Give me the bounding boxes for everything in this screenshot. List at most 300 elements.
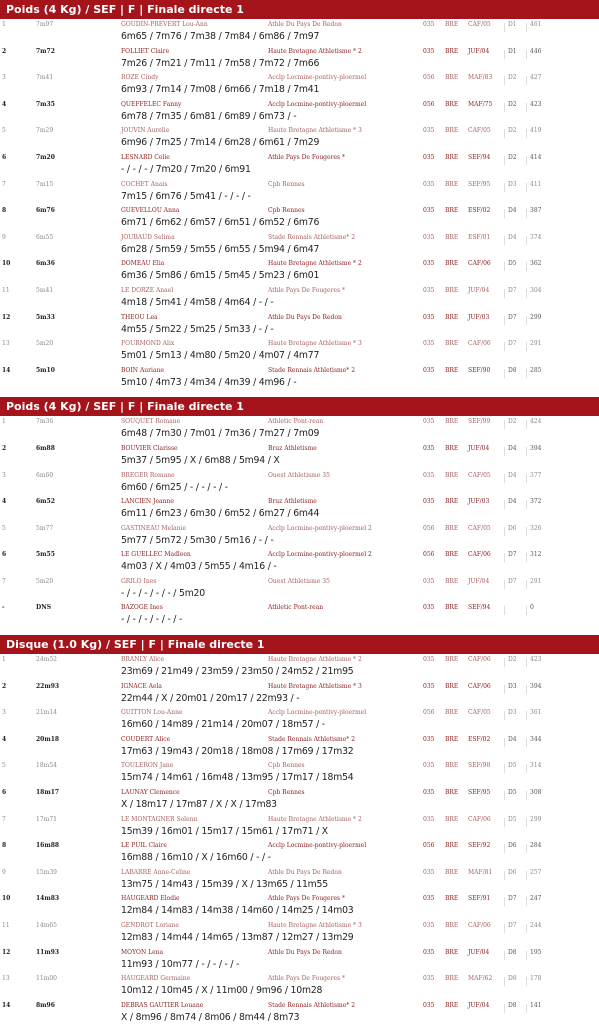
column-divider	[526, 791, 527, 800]
column-divider	[526, 316, 527, 325]
result-row	[0, 152, 599, 179]
cell-name: IGNACE Aela	[121, 682, 163, 690]
cell-club: Stade Rennais Athletisme* 2	[268, 735, 356, 743]
cell-club: Cpb Rennes	[268, 762, 305, 770]
cell-niv: D4	[508, 498, 517, 506]
cell-dept: 035	[423, 1001, 435, 1009]
cell-pts: 308	[530, 789, 542, 797]
column-divider	[504, 871, 505, 880]
cell-pts: 291	[530, 340, 542, 348]
cell-name: COUDERT Alice	[121, 735, 171, 743]
cell-perf: 6m76	[36, 207, 55, 215]
cell-name: LE PUIL Claire	[121, 842, 167, 850]
cell-perf: 20m18	[36, 735, 60, 743]
cell-niv: D3	[508, 682, 517, 690]
cell-cat: CAF/06	[468, 260, 491, 268]
column-divider	[526, 262, 527, 271]
cell-dept: 056	[423, 100, 435, 108]
cell-place: 3	[2, 74, 6, 82]
cell-club: Acclp Locmine-pontivy-ploermel	[268, 709, 367, 717]
cell-perf: 7m15	[36, 180, 54, 188]
cell-reg: BRE	[445, 922, 459, 929]
column-divider	[526, 924, 527, 933]
cell-reg: BRE	[445, 709, 459, 717]
result-info-line	[0, 21, 599, 30]
cell-club: Acclp Locmine-pontivy-ploermel	[268, 100, 367, 108]
cell-reg: BRE	[445, 366, 459, 374]
result-info-line	[0, 48, 599, 57]
cell-pts: 314	[530, 762, 542, 770]
attempts-series: 6m96 / 7m25 / 7m14 / 6m28 / 6m61 / 7m29	[121, 137, 320, 149]
cell-cat: SEF/92	[468, 842, 491, 850]
column-divider	[526, 844, 527, 853]
cell-place: 8	[2, 842, 7, 850]
cell-place: 9	[2, 868, 6, 876]
column-divider	[526, 156, 527, 165]
attempts-series: - / - / - / - / - / -	[121, 614, 183, 626]
cell-place: 7	[2, 180, 6, 188]
cell-place: 7	[2, 577, 6, 585]
result-row	[0, 707, 599, 734]
column-divider	[504, 500, 505, 509]
attempts-series: 4m03 / X / 4m03 / 5m55 / 4m16 / -	[121, 561, 277, 573]
cell-name: LE GUELLEC Madleen	[121, 551, 191, 559]
cell-place: 14	[2, 1001, 11, 1009]
attempts-series: 4m55 / 5m22 / 5m25 / 5m33 / - / -	[121, 323, 274, 335]
cell-niv: D2	[508, 418, 517, 426]
cell-name: LANCIEN Jeanne	[121, 498, 174, 506]
cell-niv: D4	[508, 735, 517, 743]
column-divider	[526, 500, 527, 509]
cell-reg: BRE	[445, 604, 459, 612]
cell-perf: 5m55	[36, 551, 55, 559]
result-row	[0, 602, 599, 629]
cell-cat: CAF/05	[468, 524, 491, 532]
column-divider	[504, 129, 505, 138]
result-info-line	[0, 1002, 599, 1011]
result-info-line	[0, 127, 599, 136]
cell-pts: 394	[530, 682, 542, 690]
cell-perf: 5m33	[36, 313, 55, 321]
cell-cat: MAF/75	[468, 100, 493, 108]
column-divider	[504, 156, 505, 165]
result-row	[0, 840, 599, 867]
cell-name: HAUGEARD Germaine	[121, 975, 191, 983]
cell-cat: JUF/04	[468, 47, 490, 55]
cell-niv: D2	[508, 74, 517, 82]
column-divider	[504, 236, 505, 245]
cell-name: DOMEAU Elia	[121, 260, 165, 268]
attempts-series: 12m84 / 14m83 / 14m38 / 14m60 / 14m25 / 14m03	[121, 905, 354, 917]
column-divider	[504, 474, 505, 483]
cell-pts: 414	[530, 153, 542, 161]
column-divider	[526, 76, 527, 85]
cell-pts: 461	[530, 21, 542, 28]
cell-club: Stade Rennais Athletisme* 2	[268, 1001, 356, 1009]
cell-perf: 5m41	[36, 286, 54, 294]
result-row	[0, 72, 599, 99]
cell-place: 3	[2, 471, 6, 479]
cell-niv: D4	[508, 233, 517, 241]
cell-cat: JUF/03	[468, 498, 490, 506]
cell-dept: 035	[423, 656, 435, 664]
cell-pts: 446	[530, 47, 542, 55]
cell-place: 1	[2, 21, 6, 28]
cell-cat: SEF/98	[468, 762, 491, 770]
cell-pts: 344	[530, 735, 542, 743]
result-row	[0, 46, 599, 73]
cell-dept: 035	[423, 471, 435, 479]
cell-reg: BRE	[445, 286, 459, 294]
cell-name: JOUBAUD Selima	[121, 233, 175, 241]
cell-club: Stade Rennais Athletisme* 2	[268, 233, 356, 241]
result-row	[0, 443, 599, 470]
cell-perf: 6m55	[36, 233, 54, 241]
cell-reg: BRE	[445, 789, 459, 797]
cell-name: BOUVIER Clarisse	[121, 444, 178, 452]
cell-pts: 312	[530, 551, 542, 559]
cell-cat: CAF/06	[468, 922, 491, 929]
column-divider	[504, 977, 505, 986]
result-row	[0, 920, 599, 947]
attempts-series: - / - / - / 7m20 / 7m20 / 6m91	[121, 163, 251, 175]
cell-reg: BRE	[445, 551, 459, 559]
column-divider	[504, 924, 505, 933]
cell-reg: BRE	[445, 948, 459, 956]
column-divider	[504, 951, 505, 960]
cell-reg: BRE	[445, 975, 459, 983]
cell-pts: 299	[530, 313, 542, 321]
column-divider	[526, 658, 527, 667]
cell-club: Athle Pays De Fougeres *	[268, 286, 345, 294]
cell-place: 4	[2, 100, 7, 108]
cell-club: Haute Bretagne Athletisme * 2	[268, 47, 362, 55]
cell-pts: 141	[530, 1001, 542, 1009]
cell-reg: BRE	[445, 895, 459, 903]
result-info-line	[0, 683, 599, 692]
column-divider	[504, 23, 505, 32]
cell-dept: 035	[423, 498, 435, 506]
attempts-series: - / - / - / - / - / 5m20	[121, 587, 205, 599]
cell-reg: BRE	[445, 418, 459, 426]
cell-reg: BRE	[445, 74, 459, 82]
cell-reg: BRE	[445, 815, 459, 823]
cell-reg: BRE	[445, 153, 459, 161]
cell-club: Haute Bretagne Athletisme * 2	[268, 815, 362, 823]
cell-niv: D5	[508, 789, 517, 797]
cell-pts: 326	[530, 524, 542, 532]
column-divider	[526, 1004, 527, 1013]
cell-club: Acclp Locmine-pontivy-ploermel	[268, 74, 367, 82]
column-divider	[504, 738, 505, 747]
cell-cat: ESF/01	[468, 233, 491, 241]
cell-club: Ouest Athletisme 35	[268, 471, 330, 479]
cell-niv: D1	[508, 47, 517, 55]
cell-pts: 372	[530, 498, 542, 506]
result-row	[0, 814, 599, 841]
cell-reg: BRE	[445, 127, 459, 135]
cell-dept: 035	[423, 260, 435, 268]
cell-niv: D5	[508, 260, 517, 268]
attempts-series: 13m75 / 14m43 / 15m39 / X / 13m65 / 11m55	[121, 878, 328, 890]
cell-perf: 14m83	[36, 895, 60, 903]
cell-perf: 6m52	[36, 498, 55, 506]
cell-dept: 035	[423, 735, 435, 743]
cell-name: GENDROT Loriane	[121, 922, 179, 929]
cell-name: GASTINEAU Melanie	[121, 524, 187, 532]
cell-niv: D8	[508, 1001, 517, 1009]
cell-club: Cpb Rennes	[268, 207, 305, 215]
cell-name: TOULERON Jane	[121, 762, 174, 770]
cell-club: Athle Pays De Fougeres *	[268, 153, 345, 161]
cell-pts: 284	[530, 842, 542, 850]
cell-niv: D6	[508, 524, 517, 532]
cell-dept: 035	[423, 313, 435, 321]
section-header: Disque (1.0 Kg) / SEF | F | Finale directe 1	[0, 635, 599, 654]
result-row	[0, 19, 599, 46]
result-row	[0, 179, 599, 206]
result-row	[0, 258, 599, 285]
cell-perf: 7m20	[36, 153, 55, 161]
cell-place: 10	[2, 260, 11, 268]
cell-reg: BRE	[445, 47, 459, 55]
cell-cat: JUF/04	[468, 948, 490, 956]
cell-niv: D7	[508, 313, 517, 321]
result-info-line	[0, 154, 599, 163]
cell-cat: CAF/06	[468, 682, 491, 690]
attempts-series: X / 18m17 / 17m87 / X / X / 17m83	[121, 799, 277, 811]
result-info-line	[0, 445, 599, 454]
cell-club: Athletic Pont-rean	[268, 418, 324, 426]
result-info-line	[0, 762, 599, 771]
attempts-series: 17m63 / 19m43 / 20m18 / 18m08 / 17m69 / 17m32	[121, 745, 354, 757]
cell-dept: 056	[423, 524, 435, 532]
column-divider	[504, 183, 505, 192]
column-divider	[526, 209, 527, 218]
cell-pts: 423	[530, 100, 542, 108]
cell-name: BRANLY Alice	[121, 656, 165, 664]
cell-name: SOUQUET Romane	[121, 418, 181, 426]
cell-place: 5	[2, 127, 6, 135]
column-divider	[526, 103, 527, 112]
cell-reg: BRE	[445, 577, 459, 585]
attempts-series: 6m36 / 5m86 / 6m15 / 5m45 / 5m23 / 6m01	[121, 270, 320, 282]
cell-reg: BRE	[445, 656, 459, 664]
cell-dept: 035	[423, 153, 435, 161]
result-info-line	[0, 367, 599, 376]
column-divider	[504, 897, 505, 906]
cell-perf: 7m36	[36, 418, 54, 426]
result-row	[0, 338, 599, 365]
cell-club: Acclp Locmine-pontivy-ploermel	[268, 842, 367, 850]
result-info-line	[0, 789, 599, 798]
cell-cat: CAF/05	[468, 127, 491, 135]
attempts-series: 6m65 / 7m76 / 7m38 / 7m84 / 6m86 / 7m97	[121, 31, 320, 42]
cell-niv: D7	[508, 551, 517, 559]
cell-perf: 7m72	[36, 47, 55, 55]
column-divider	[526, 420, 527, 429]
cell-reg: BRE	[445, 498, 459, 506]
cell-cat: SEF/95	[468, 180, 491, 188]
column-divider	[526, 606, 527, 615]
result-info-line	[0, 869, 599, 878]
cell-dept: 056	[423, 842, 435, 850]
result-info-line	[0, 472, 599, 481]
column-divider	[526, 685, 527, 694]
cell-cat: ESF/02	[468, 735, 491, 743]
cell-reg: BRE	[445, 762, 459, 770]
cell-place: 12	[2, 948, 11, 956]
column-divider	[526, 183, 527, 192]
result-row	[0, 523, 599, 550]
cell-perf: 6m36	[36, 260, 55, 268]
cell-dept: 035	[423, 444, 435, 452]
cell-pts: 411	[530, 180, 542, 188]
column-divider	[504, 103, 505, 112]
column-divider	[526, 818, 527, 827]
cell-reg: BRE	[445, 735, 459, 743]
cell-name: LAUNAY Clemence	[121, 789, 180, 797]
cell-club: Bruz Athletisme	[268, 498, 317, 506]
result-info-line	[0, 207, 599, 216]
cell-place: 2	[2, 682, 7, 690]
attempts-series: 6m11 / 6m23 / 6m30 / 6m52 / 6m27 / 6m44	[121, 508, 320, 520]
column-divider	[526, 447, 527, 456]
cell-niv: D2	[508, 127, 517, 135]
cell-cat: CAF/06	[468, 815, 491, 823]
cell-club: Acclp Locmine-pontivy-ploermel 2	[268, 524, 372, 532]
result-info-line	[0, 736, 599, 745]
column-divider	[504, 1004, 505, 1013]
column-divider	[526, 474, 527, 483]
cell-perf: 5m10	[36, 366, 55, 374]
cell-niv: D8	[508, 948, 517, 956]
cell-reg: BRE	[445, 524, 459, 532]
result-row	[0, 365, 599, 392]
cell-pts: 394	[530, 444, 542, 452]
cell-place: 12	[2, 313, 11, 321]
column-divider	[526, 527, 527, 536]
cell-cat: CAF/06	[468, 656, 491, 664]
cell-niv: D7	[508, 922, 517, 929]
cell-club: Athletic Pont-rean	[268, 604, 324, 612]
cell-perf: 24m52	[36, 656, 57, 664]
cell-niv: D3	[508, 709, 517, 717]
result-info-line	[0, 949, 599, 958]
cell-pts: 247	[530, 895, 542, 903]
cell-perf: 15m39	[36, 868, 57, 876]
cell-niv: D3	[508, 180, 517, 188]
cell-place: 1	[2, 656, 6, 664]
cell-place: 2	[2, 47, 7, 55]
cell-perf: 6m60	[36, 471, 54, 479]
result-info-line	[0, 922, 599, 931]
result-info-line	[0, 498, 599, 507]
result-info-line	[0, 551, 599, 560]
cell-pts: 377	[530, 471, 542, 479]
cell-cat: SEF/94	[468, 604, 491, 612]
cell-dept: 035	[423, 21, 435, 28]
column-divider	[504, 50, 505, 59]
column-divider	[504, 658, 505, 667]
cell-cat: SEF/95	[468, 789, 491, 797]
column-divider	[526, 342, 527, 351]
cell-club: Haute Bretagne Athletisme * 3	[268, 340, 362, 348]
cell-club: Athle Pays De Fougeres *	[268, 975, 345, 983]
cell-perf: 5m77	[36, 524, 54, 532]
result-row	[0, 576, 599, 603]
column-divider	[504, 289, 505, 298]
cell-dept: 035	[423, 975, 435, 983]
result-info-line	[0, 656, 599, 665]
attempts-series: 15m39 / 16m01 / 15m17 / 15m61 / 17m71 / X	[121, 825, 328, 837]
cell-dept: 035	[423, 418, 435, 426]
cell-dept: 035	[423, 948, 435, 956]
cell-name: ROZE Cindy	[121, 74, 159, 82]
result-row	[0, 867, 599, 894]
result-row	[0, 232, 599, 259]
cell-name: QUEFFELEC Fanny	[121, 100, 182, 108]
cell-cat: MAF/62	[468, 975, 493, 983]
section-header: Poids (4 Kg) / SEF | F | Finale directe 1	[0, 0, 599, 19]
cell-perf: 7m97	[36, 21, 54, 28]
result-row	[0, 973, 599, 1000]
cell-pts: 424	[530, 418, 542, 426]
cell-pts: 178	[530, 975, 542, 983]
column-divider	[504, 527, 505, 536]
cell-cat: CAF/06	[468, 551, 491, 559]
result-row	[0, 787, 599, 814]
cell-club: Athle Du Pays De Redon	[268, 21, 342, 28]
cell-pts: 362	[530, 260, 542, 268]
cell-cat: SEF/94	[468, 153, 491, 161]
cell-niv: D4	[508, 444, 517, 452]
cell-club: Athle Du Pays De Redon	[268, 868, 342, 876]
cell-club: Stade Rennais Athletisme* 2	[268, 366, 356, 374]
column-divider	[526, 236, 527, 245]
cell-dept: 035	[423, 789, 435, 797]
attempts-series: 15m74 / 14m61 / 16m48 / 13m95 / 17m17 / 18m54	[121, 772, 354, 784]
result-info-line	[0, 418, 599, 427]
cell-pts: 427	[530, 74, 542, 82]
cell-cat: CAF/06	[468, 340, 491, 348]
cell-niv: D4	[508, 471, 517, 479]
column-divider	[504, 791, 505, 800]
result-row	[0, 681, 599, 708]
result-row	[0, 125, 599, 152]
cell-niv: D8	[508, 975, 517, 983]
cell-name: LABARRE Anne-Celine	[121, 868, 191, 876]
cell-name: COCHET Anais	[121, 180, 168, 188]
cell-club: Acclp Locmine-pontivy-ploermel 2	[268, 551, 372, 559]
cell-reg: BRE	[445, 340, 459, 348]
column-divider	[526, 553, 527, 562]
column-divider	[526, 897, 527, 906]
cell-dept: 056	[423, 551, 435, 559]
attempts-series: 6m28 / 5m59 / 5m55 / 6m55 / 5m94 / 6m47	[121, 243, 320, 255]
cell-perf: DNS	[36, 604, 52, 612]
cell-dept: 035	[423, 895, 435, 903]
cell-niv: D7	[508, 286, 517, 294]
cell-dept: 035	[423, 340, 435, 348]
column-divider	[504, 76, 505, 85]
cell-place: 6	[2, 789, 7, 797]
cell-niv: D6	[508, 842, 517, 850]
cell-dept: 035	[423, 604, 435, 612]
cell-cat: SEF/91	[468, 895, 491, 903]
cell-place: 7	[2, 815, 6, 823]
cell-place: -	[2, 604, 5, 612]
